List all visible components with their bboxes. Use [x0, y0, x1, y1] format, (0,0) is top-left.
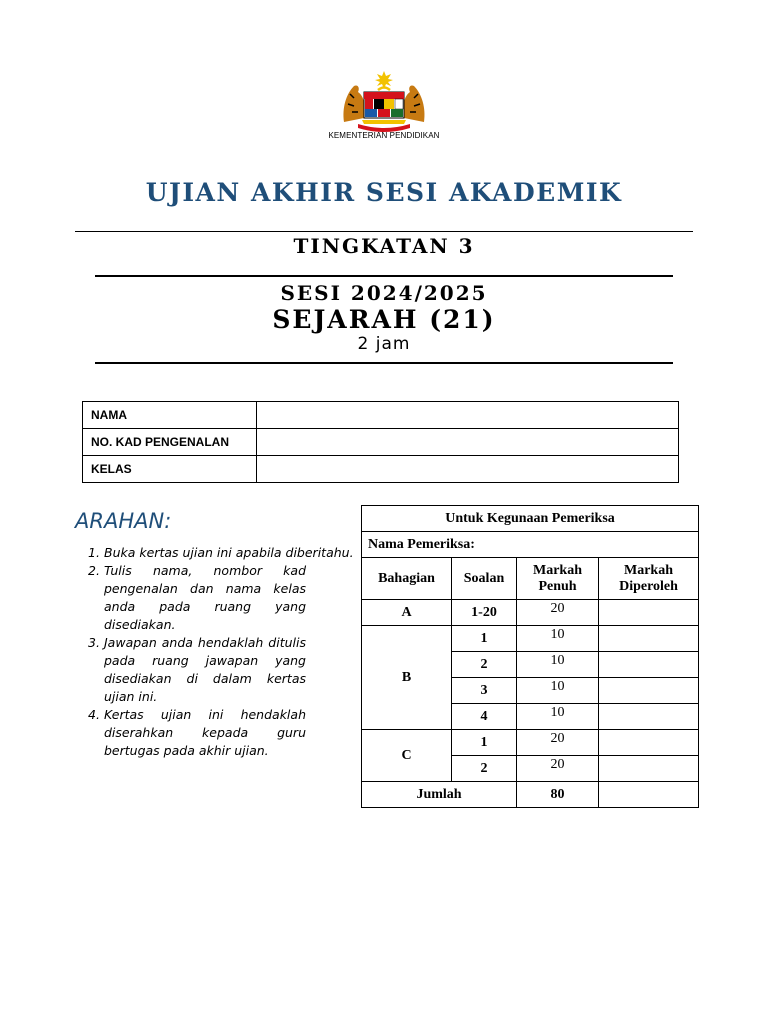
class-field[interactable] — [257, 456, 679, 483]
candidate-row-class — [83, 456, 679, 483]
item-text: Tulis nama, nombor kad pengenalan dan nama kelas anda pada ruang yang disediakan. — [104, 563, 306, 632]
divider-bottom — [95, 362, 673, 364]
question-number: 1 — [452, 730, 517, 756]
section-label: C — [362, 730, 452, 782]
obtained-mark-cell[interactable] — [599, 730, 699, 756]
full-mark: 20 — [517, 756, 599, 782]
question-number: 1 — [452, 626, 517, 652]
field-label: KELAS — [83, 456, 257, 483]
question-number: 4 — [452, 704, 517, 730]
name-field[interactable] — [257, 402, 679, 429]
obtained-mark-cell[interactable] — [599, 704, 699, 730]
total-row — [362, 782, 699, 808]
table-row — [362, 626, 699, 652]
obtained-mark-cell[interactable] — [599, 756, 699, 782]
field-label: NO. KAD PENGENALAN — [83, 429, 257, 456]
header-bahagian: Bahagian — [362, 558, 452, 600]
obtained-mark-cell[interactable] — [599, 626, 699, 652]
candidate-row-ic — [83, 429, 679, 456]
divider-middle — [95, 275, 673, 277]
full-mark: 10 — [517, 704, 599, 730]
item-number: 4. — [88, 707, 100, 722]
ic-number-field[interactable] — [257, 429, 679, 456]
full-mark: 20 — [517, 730, 599, 756]
header-markah-penuh: Markah Penuh — [517, 558, 599, 600]
question-number: 2 — [452, 652, 517, 678]
form-level: TINGKATAN 3 — [293, 234, 475, 258]
session-label: SESI 2024/2025 — [280, 281, 488, 305]
field-label: NAMA — [83, 402, 257, 429]
list-item — [88, 562, 306, 634]
examiner-name-row — [362, 532, 699, 558]
full-mark: 10 — [517, 626, 599, 652]
question-number: 1-20 — [452, 600, 517, 626]
ministry-name: KEMENTERIAN PENDIDIKAN — [328, 131, 440, 140]
instructions-list — [88, 544, 354, 760]
header-soalan: Soalan — [452, 558, 517, 600]
table-title-row — [362, 506, 699, 532]
table-row — [362, 600, 699, 626]
full-mark: 10 — [517, 678, 599, 704]
item-text: Jawapan anda hendaklah ditulis pada ruang jawapan yang disediakan di dalam kertas ujian ini. — [104, 635, 306, 704]
divider-top — [75, 231, 693, 232]
question-number: 2 — [452, 756, 517, 782]
total-label: Jumlah — [362, 782, 517, 808]
item-number: 1. — [88, 545, 100, 560]
obtained-mark-cell[interactable] — [599, 600, 699, 626]
subject-title: SEJARAH (21) — [272, 305, 496, 334]
examiner-name-label: Nama Pemeriksa: — [362, 532, 699, 558]
full-mark: 20 — [517, 600, 599, 626]
item-text: Buka kertas ujian ini apabila diberitahu. — [104, 545, 354, 560]
item-number: 3. — [88, 635, 100, 650]
obtained-mark-cell[interactable] — [599, 678, 699, 704]
item-number: 2. — [88, 563, 100, 578]
candidate-info-table — [82, 401, 679, 483]
candidate-row-name — [83, 402, 679, 429]
instructions-title: ARAHAN: — [75, 509, 172, 533]
examiner-table — [361, 505, 699, 808]
total-obtained-cell[interactable] — [599, 782, 699, 808]
obtained-mark-cell[interactable] — [599, 652, 699, 678]
table-header-row — [362, 558, 699, 600]
question-number: 3 — [452, 678, 517, 704]
table-row — [362, 730, 699, 756]
malaysia-coat-of-arms-icon — [338, 70, 430, 132]
exam-duration: 2 jam — [357, 334, 411, 354]
table-title: Untuk Kegunaan Pemeriksa — [362, 506, 699, 532]
header-markah-diperoleh: Markah Diperoleh — [599, 558, 699, 600]
list-item — [88, 634, 306, 706]
item-text: Kertas ujian ini hendaklah diserahkan kepada guru bertugas pada akhir ujian. — [104, 707, 306, 758]
full-mark: 10 — [517, 652, 599, 678]
total-full-mark: 80 — [517, 782, 599, 808]
section-label: A — [362, 600, 452, 626]
list-item — [88, 706, 306, 760]
list-item — [88, 544, 354, 562]
exam-title: UJIAN AKHIR SESI AKADEMIK — [145, 178, 623, 207]
section-label: B — [362, 626, 452, 730]
